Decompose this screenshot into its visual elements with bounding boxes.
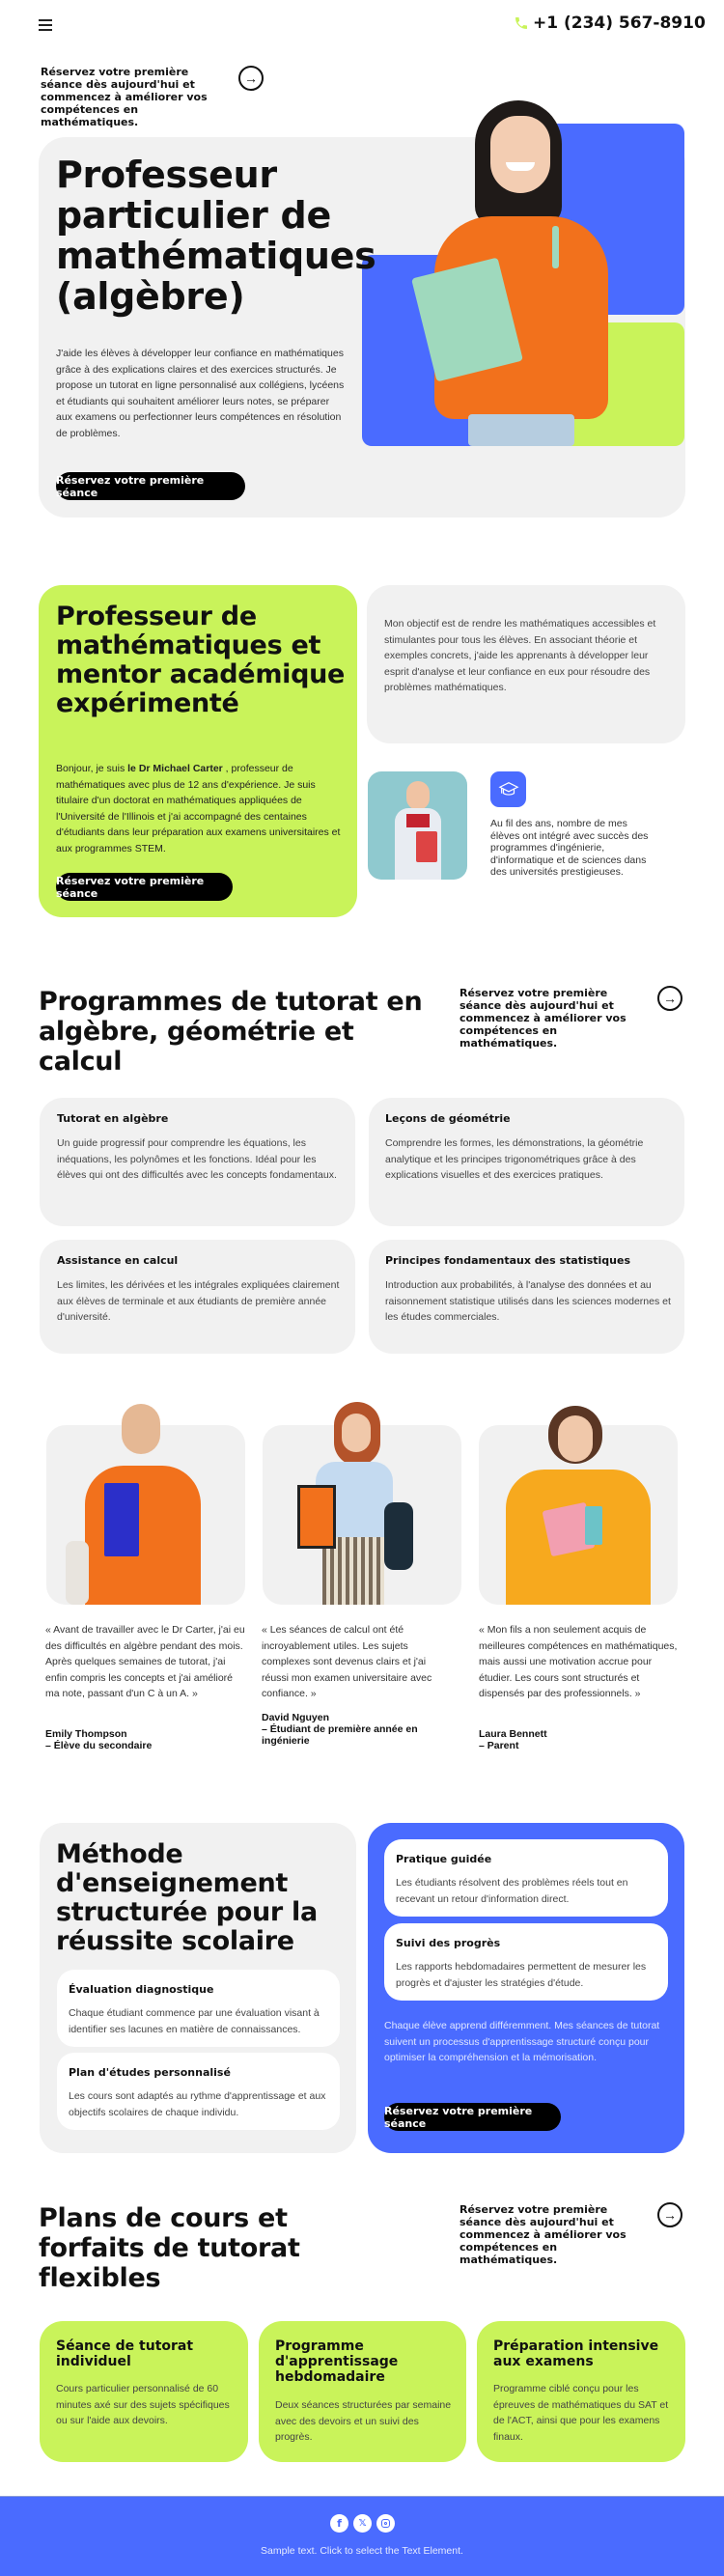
plan-title: Programme d'apprentissage hebdomadaire (275, 2338, 399, 2385)
method-title: Méthode d'enseignement structurée pour la réussite scolaire (56, 1839, 318, 1956)
plan-desc: Programme ciblé conçu pour les épreuves de mathématiques du SAT et de l'ACT, ainsi que pour les examens finaux. (493, 2383, 669, 2443)
top-cta-arrow-button[interactable] (238, 66, 264, 91)
footer-text[interactable]: Sample text. Click to select the Text Element. (261, 2545, 463, 2557)
method-summary: Chaque élève apprend différemment. Mes séances de tutorat suivent un processus d'apprentissage structuré conçu pour optimiser la compréhension et la mémorisation. (384, 2020, 660, 2063)
hamburger-icon (39, 19, 52, 31)
testimonial-role: – Élève du secondaire (45, 1740, 153, 1751)
graduation-cap-icon (498, 779, 519, 800)
about-description: Bonjour, je suis le Dr Michael Carter , professeur de mathématiques avec plus de 12 ans d'expérience. Je suis titulaire d'un doctorat en mathématiques appliquées de l'Université de l'Illinois et j'ai accompagné des centaines d'étudiants dans leur préparation aux examens universitaires et aux programmes STEM. (56, 763, 341, 854)
x-icon[interactable]: 𝕏 (353, 2514, 372, 2533)
testimonial-role: – Parent (479, 1740, 519, 1751)
program-title: Principes fondamentaux des statistiques (385, 1254, 631, 1267)
instagram-icon[interactable] (376, 2514, 395, 2533)
facebook-icon[interactable]: f (330, 2514, 348, 2533)
method-step-desc: Chaque étudiant commence par une évaluation visant à identifier ses lacunes en matière de connaissances. (69, 2007, 320, 2035)
programs-cta-text: Réservez votre première séance dès aujourd'hui et commencez à améliorer vos compétences en mathématiques. (459, 987, 627, 1050)
program-desc: Un guide progressif pour comprendre les équations, les inéquations, les polynômes et les fonctions. Idéal pour les élèves qui ont des difficultés avec les concepts fondamentaux. (57, 1137, 337, 1181)
about-book-button[interactable]: Réservez votre première séance (56, 873, 233, 901)
program-title: Assistance en calcul (57, 1254, 179, 1267)
hero-student-photo (415, 100, 637, 446)
program-desc: Introduction aux probabilités, à l'analyse des données et au raisonnement statistique utilisés dans les sciences modernes et les études commerciales. (385, 1279, 671, 1323)
method-book-button[interactable]: Réservez votre première séance (384, 2103, 561, 2131)
hero-book-button[interactable]: Réservez votre première séance (56, 472, 245, 500)
arrow-right-icon: → (663, 991, 677, 1006)
graduation-cap-badge (490, 771, 526, 807)
arrow-right-icon: → (663, 2207, 677, 2223)
plan-desc: Cours particulier personnalisé de 60 minutes axé sur des sujets spécifiques ou sur l'aide aux devoirs. (56, 2383, 230, 2426)
method-step-title: Plan d'études personnalisé (69, 2066, 231, 2079)
testimonial-quote: « Les séances de calcul ont été incroyablement utiles. Les sujets complexes sont devenus clairs et j'ai réussi mon examen universitaire avec confiance. » (262, 1624, 432, 1699)
testimonial-quote: « Avant de travailler avec le Dr Carter, j'ai eu des difficultés en algèbre pendant des mois. Après quelques semaines de tutorat, j'ai enfin compris les concepts et j'ai amélioré ma note, passant d'un C à un A. » (45, 1624, 245, 1699)
method-step-title: Suivi des progrès (396, 1937, 501, 1949)
arrow-right-icon: → (244, 70, 258, 86)
testimonial-role: – Étudiant de première année en ingénierie (262, 1723, 418, 1747)
plans-cta-text: Réservez votre première séance dès aujourd'hui et commencez à améliorer vos compétences en mathématiques. (459, 2203, 627, 2266)
program-title: Tutorat en algèbre (57, 1112, 169, 1125)
testimonial-name: Emily Thompson (45, 1728, 127, 1740)
hero-title: Professeur particulier de mathématiques (algèbre) (56, 154, 376, 318)
testimonial-quote: « Mon fils a non seulement acquis de meilleures compétences en mathématiques, mais aussi une motivation accrue pour étudier. Les cours sont structurés et dispensés par des professionnels. » (479, 1624, 678, 1699)
plans-cta-arrow-button[interactable] (657, 2202, 682, 2227)
footer (0, 2496, 724, 2576)
method-step-title: Évaluation diagnostique (69, 1983, 214, 1996)
method-step-title: Pratique guidée (396, 1853, 492, 1865)
plan-title: Préparation intensive aux examens (493, 2338, 659, 2369)
method-step-desc: Les cours sont adaptés au rythme d'apprentissage et aux objectifs scolaires de chaque individu. (69, 2090, 326, 2118)
method-step-desc: Les rapports hebdomadaires permettent de mesurer les progrès et d'ajuster les stratégies d'étude. (396, 1961, 647, 1989)
testimonial-photo (46, 1425, 245, 1605)
tutor-name: le Dr Michael Carter (127, 763, 223, 774)
plan-title: Séance de tutorat individuel (56, 2338, 194, 2369)
testimonial-photo (263, 1425, 461, 1605)
plans-title: Plans de cours et forfaits de tutorat flexibles (39, 2203, 300, 2293)
mission-text: Mon objectif est de rendre les mathématiques accessibles et stimulantes pour tous les élèves. En associant théorie et exemples concrets, j'aide les apprenants à développer leur esprit d'analyse et leur confiance en eux pour résoudre des problèmes mathématiques. (384, 618, 656, 693)
program-desc: Comprendre les formes, les démonstrations, la géométrie analytique et les principes trigonométriques grâce à des explications visuelles et des exercices pratiques. (385, 1137, 644, 1181)
program-desc: Les limites, les dérivées et les intégrales expliquées clairement aux élèves de terminale et aux étudiants de première année d'université. (57, 1279, 340, 1323)
programs-title: Programmes de tutorat en algèbre, géométrie et calcul (39, 987, 423, 1077)
phone-number: +1 (234) 567-8910 (533, 14, 706, 33)
plan-desc: Deux séances structurées par semaine avec des devoirs et un suivi des progrès. (275, 2399, 452, 2443)
about-title: Professeur de mathématiques et mentor académique expérimenté (56, 602, 346, 718)
testimonial-name: Laura Bennett (479, 1728, 547, 1740)
testimonial-name: David Nguyen (262, 1712, 330, 1723)
menu-button[interactable] (39, 17, 56, 33)
testimonial-photo (479, 1425, 678, 1605)
phone-icon (514, 15, 529, 31)
top-cta-text: Réservez votre première séance dès aujourd'hui et commencez à améliorer vos compétences en mathématiques. (41, 66, 208, 128)
student-photo-thumb (368, 771, 467, 880)
hero-description: J'aide les élèves à développer leur confiance en mathématiques grâce à des explications claires et des exercices structurés. Je propose un tutorat en ligne personnalisé aux collégiens, lycéens et étudiants qui souhaitent améliorer leurs notes, se préparer aux examens ou perfectionner leurs compétences en résolution de problèmes. (56, 348, 345, 439)
program-title: Leçons de géométrie (385, 1112, 511, 1125)
programs-cta-arrow-button[interactable] (657, 986, 682, 1011)
footer-social (330, 2514, 395, 2533)
phone-link[interactable] (514, 14, 706, 33)
achievement-text: Au fil des ans, nombre de mes élèves ont intégré avec succès des programmes d'ingénierie, d'informatique et de sciences dans des universités prestigieuses. (490, 818, 649, 878)
method-step-desc: Les étudiants résolvent des problèmes réels tout en recevant un retour d'information direct. (396, 1877, 628, 1905)
